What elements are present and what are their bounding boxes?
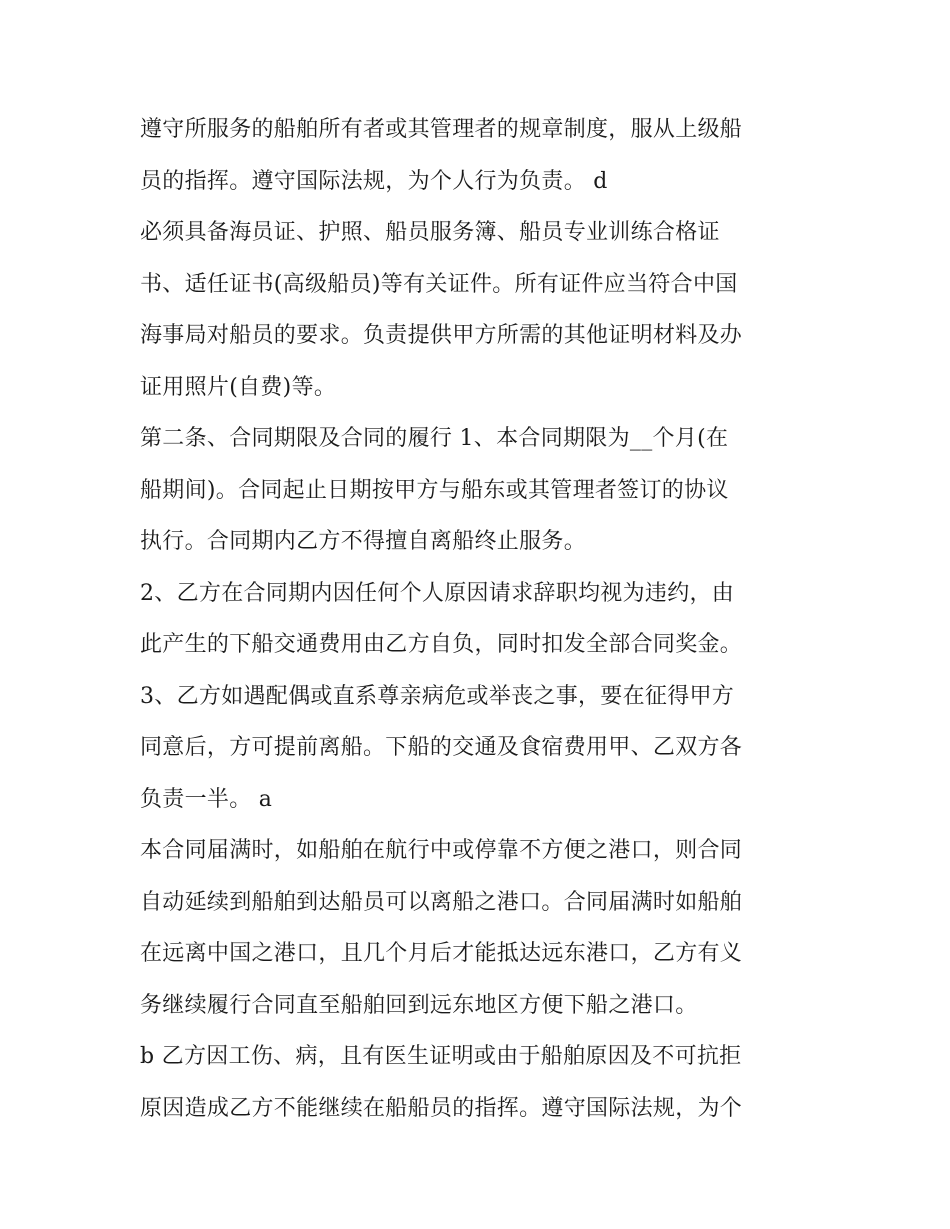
text-line: 2、乙方在合同期内因任何个人原因请求辞职均视为违约，由 <box>140 580 735 606</box>
text-line: 员的指挥。遵守国际法规，为个人行为负责。 d <box>140 168 608 194</box>
text-line: 遵守所服务的船舶所有者或其管理者的规章制度，服从上级船 <box>140 117 743 142</box>
text-line: 书、适任证书(高级船员)等有关证件。所有证件应当符合中国 <box>140 271 738 297</box>
text-line: 原因造成乙方不能继续在船船员的指挥。遵守国际法规，为个 <box>140 1095 743 1121</box>
text-line: 同意后，方可提前离船。下船的交通及食宿费用甲、乙双方各 <box>140 735 743 760</box>
text-line: 3、乙方如遇配偶或直系尊亲病危或举丧之事，要在征得甲方 <box>140 683 735 709</box>
text-line: 在远离中国之港口，且几个月后才能抵达远东港口，乙方有义 <box>140 941 743 966</box>
text-line: 海事局对船员的要求。负责提供甲方所需的其他证明材料及办 <box>140 323 743 348</box>
text-line: 此产生的下船交通费用由乙方自负，同时扣发全部合同奖金。 <box>140 632 743 657</box>
text-line: 负责一半。 a <box>140 786 273 812</box>
text-line: 第二条、合同期限及合同的履行 1、本合同期限为__个月(在 <box>140 426 729 451</box>
text-line: 自动延续到船舶到达船员可以离船之港口。合同届满时如船舶 <box>140 889 743 915</box>
text-line: 必须具备海员证、护照、船员服务簿、船员专业训练合格证 <box>140 220 720 245</box>
text-line: 本合同届满时，如船舶在航行中或停靠不方便之港口，则合同 <box>140 838 743 863</box>
text-line: 执行。合同期内乙方不得擅自离船终止服务。 <box>140 529 587 554</box>
text-line: 务继续履行合同直至船舶回到远东地区方便下船之港口。 <box>140 992 698 1018</box>
contract-text <box>140 104 820 1134</box>
text-line: 证用照片(自费)等。 <box>140 374 337 400</box>
text-line: 船期间)。合同起止日期按甲方与船东或其管理者签订的协议 <box>140 477 729 503</box>
text-line: b 乙方因工伤、病，且有医生证明或由于船舶原因及不可抗拒 <box>140 1044 742 1069</box>
